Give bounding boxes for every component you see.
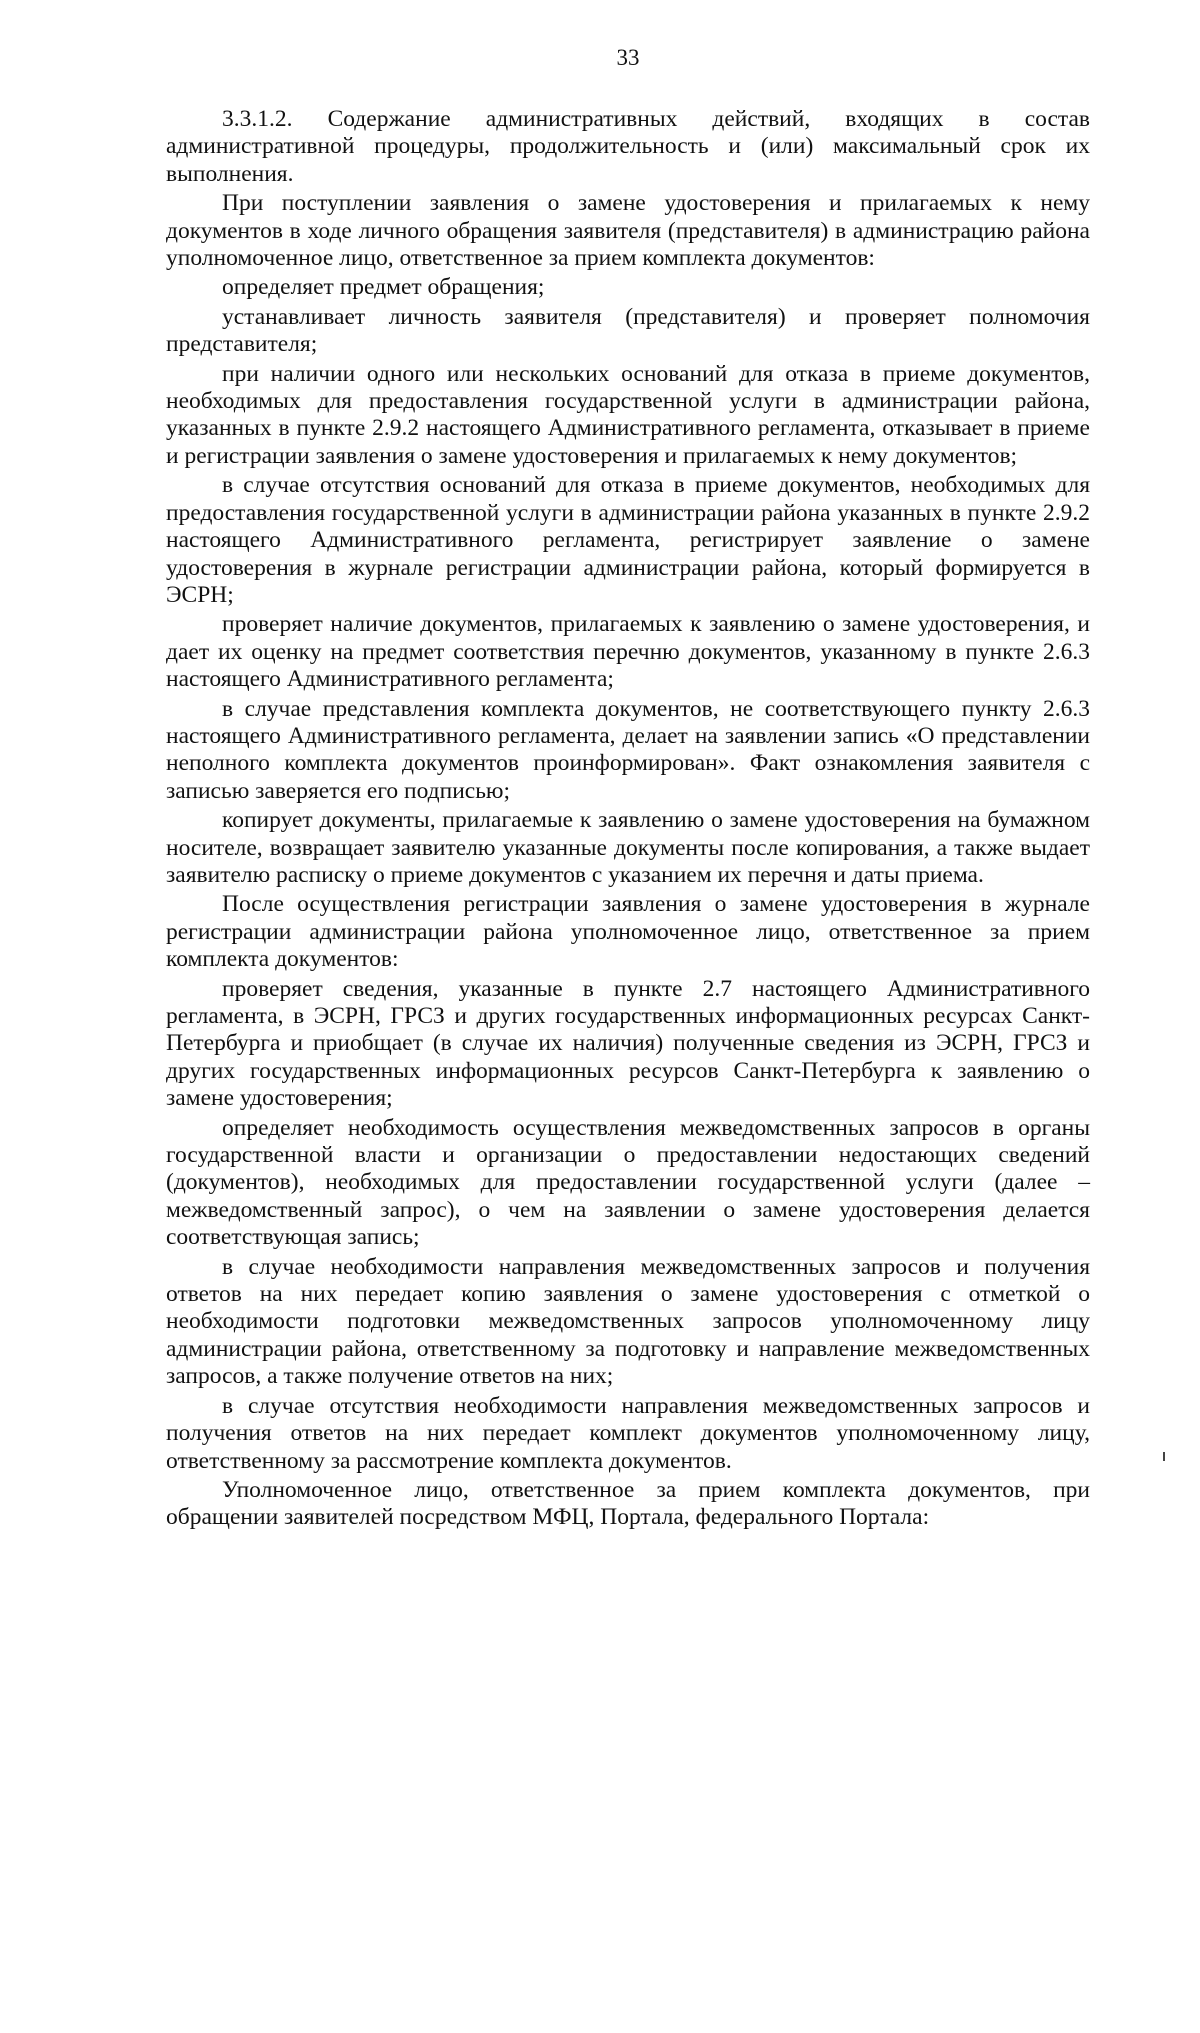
paragraph: При поступлении заявления о замене удостоверения и прилагаемых к нему документов в ходе личного обращения заявителя (представителя) в администрацию района уполномоченное лицо, ответственное за прием комплекта документов:	[166, 190, 1090, 272]
list-item: копирует документы, прилагаемые к заявлению о замене удостоверения на бумажном носителе, возвращает заявителю указанные документы после копирования, а также выдает заявителю расписку о приеме документов с указанием их перечня и даты приема.	[166, 807, 1090, 888]
list-item: в случае представления комплекта документов, не соответствующего пункту 2.6.3 настоящего Административного регламента, делает на заявлении запись «О представлении неполного комплекта документов проинформирован». Факт ознакомления заявителя с записью заверяется его подписью;	[166, 695, 1090, 804]
paragraph-section-heading: 3.3.1.2. Содержание административных действий, входящих в состав административной процедуры, продолжительность и (или) максимальный срок их выполнения.	[166, 106, 1090, 187]
list-item: проверяет наличие документов, прилагаемых к заявлению о замене удостоверения, и дает их оценку на предмет соответствия перечню документов, указанному в пункте 2.6.3 настоящего Административного регламента;	[166, 611, 1090, 693]
list-item: определяет предмет обращения;	[222, 274, 545, 301]
list-item: устанавливает личность заявителя (представителя) и проверяет полномочия представителя;	[166, 303, 1090, 358]
document-body	[166, 106, 1090, 1532]
paragraph: Уполномоченное лицо, ответственное за прием комплекта документов, при обращении заявителей посредством МФЦ, Портала, федерального Портала:	[166, 1476, 1090, 1531]
list-item: в случае отсутствия необходимости направления межведомственных запросов и получения ответов на них передает комплект документов уполномоченному лицу, ответственному за рассмотрение комплекта документов.	[166, 1392, 1090, 1474]
page-number: 33	[616, 45, 640, 70]
list-item: при наличии одного или нескольких оснований для отказа в приеме документов, необходимых для предоставления государственной услуги в администрации района, указанных в пункте 2.9.2 настоящего Административного регламента, отказывает в приеме и регистрации заявления о замене удостоверения и прилагаемых к нему документов;	[166, 360, 1090, 469]
list-item: проверяет сведения, указанные в пункте 2.7 настоящего Административного регламента, в ЭСРН, ГРСЗ и других государственных информационных ресурсах Санкт-Петербурга и приобщает (в случае их наличия) полученные сведения из ЭСРН, ГРСЗ и других государственных информационных ресурсов Санкт-Петербурга к заявлению о замене удостоверения;	[166, 975, 1090, 1112]
list-item: в случае отсутствия оснований для отказа в приеме документов, необходимых для предоставления государственной услуги в администрации района указанных в пункте 2.9.2 настоящего Административного регламента, регистрирует заявление о замене удостоверения в журнале регистрации администрации района, который формируется в ЭСРН;	[166, 472, 1090, 608]
list-item: определяет необходимость осуществления межведомственных запросов в органы государственной власти и организации о предоставлении недостающих сведений (документов), необходимых для предоставлении государственной услуги (далее – межведомственный запрос), о чем на заявлении о замене удостоверения делается соответствующая запись;	[166, 1114, 1090, 1251]
paragraph: После осуществления регистрации заявления о замене удостоверения в журнале регистрации администрации района уполномоченное лицо, ответственное за прием комплекта документов:	[166, 891, 1090, 973]
scan-mark	[1163, 1452, 1165, 1461]
list-item: в случае необходимости направления межведомственных запросов и получения ответов на них передает копию заявления о замене удостоверения с отметкой о необходимости подготовки межведомственных запросов уполномоченному лицу администрации района, ответственному за подготовку и направление межведомственных запросов, а также получение ответов на них;	[166, 1253, 1090, 1390]
